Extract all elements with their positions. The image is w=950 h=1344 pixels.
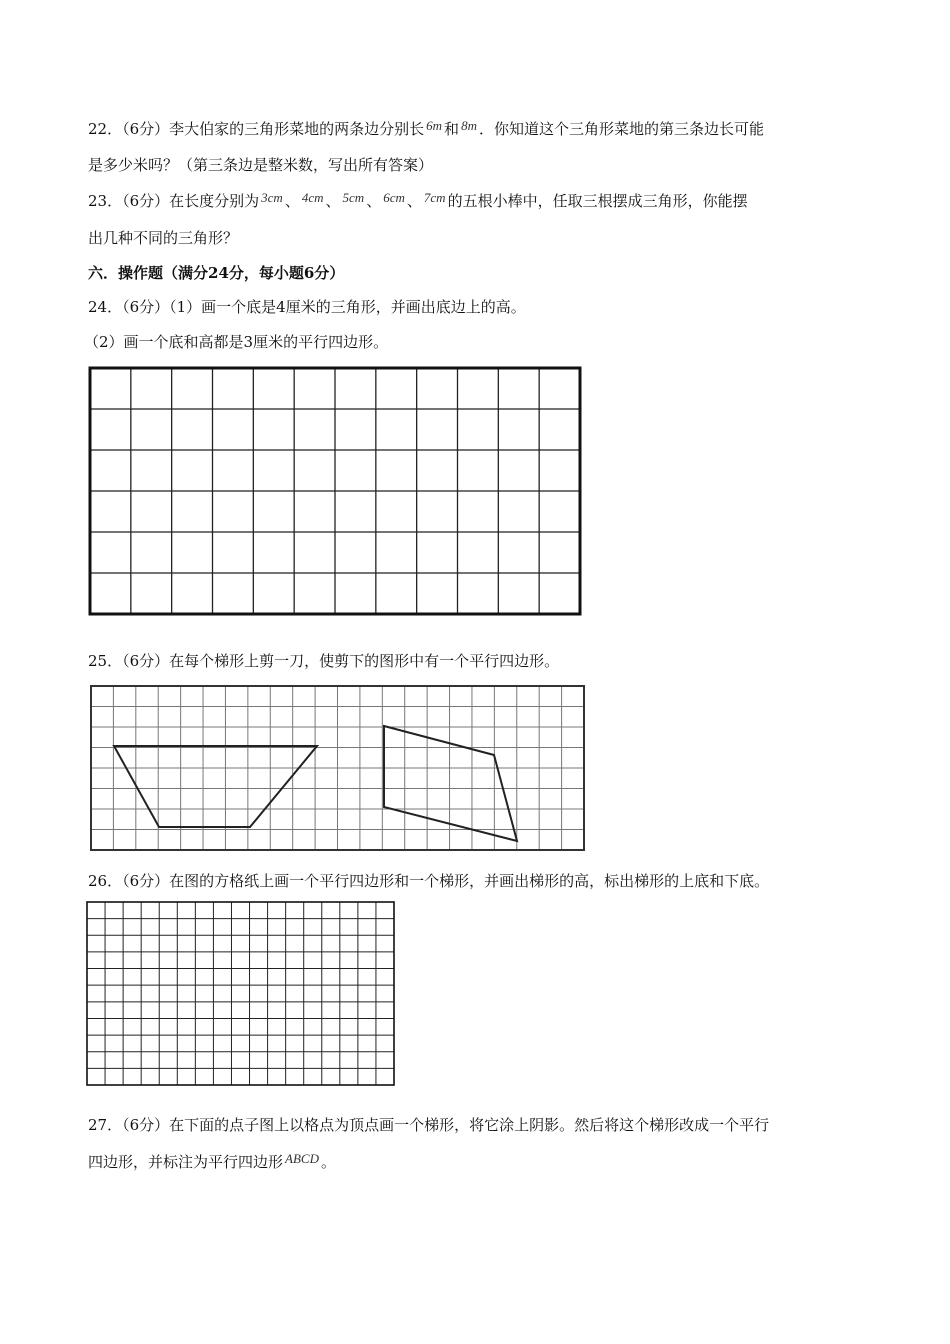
q23-length-1: 3cm [261,190,283,205]
q24-part1: （1）画一个底是4厘米的三角形，并画出底边上的高。 [169,298,526,316]
q25-text: 在每个梯形上剪一刀，使剪下的图形中有一个平行四边形。 [169,652,560,670]
trapezoid-left[interactable] [114,746,317,827]
q24-line1 [88,296,526,318]
q27-text-b: 四边形，并标注为平行四边形 [88,1153,284,1171]
q23-line1 [88,190,748,213]
q22-length-1: 6m [426,118,443,133]
q23-sep: 、 [366,192,382,210]
q24-part2: （2）画一个底和高都是3厘米的平行四边形。 [84,333,389,351]
q27-end: 。 [320,1153,336,1171]
q22-line2: 是多少米吗？（第三条边是整米数，写出所有答案） [88,156,434,174]
q23-line2: 出几种不同的三角形？ [88,229,239,247]
q23-text-a: 在长度分别为 [169,192,260,210]
q25-line [88,650,559,672]
q22-score: （6分） [122,120,170,138]
q25-score: （6分） [122,652,170,670]
q22-text-a: 李大伯家的三角形菜地的两条边分别长 [169,120,425,138]
q26-text: 在图的方格纸上画一个平行四边形和一个梯形，并画出梯形的高，标出梯形的上底和下底。 [169,872,770,890]
q23-sep: 、 [325,192,341,210]
q23-length-5: 7cm [423,190,446,205]
q23-text-b: 的五根小棒中，任取三根摆成三角形，你能摆 [447,192,748,210]
q27-label: ABCD [285,1151,319,1166]
q23-length-2: 4cm [301,190,324,205]
q26-line [88,870,769,892]
q27-line2 [88,1151,336,1174]
q23-score: （6分） [122,192,170,210]
q23-sep: 、 [406,192,422,210]
q22-and: 和 [444,120,460,138]
q26-number: 26． [88,872,123,890]
q27-number: 27． [88,1116,123,1134]
q27-line1 [88,1114,769,1136]
q22-text-b: ．你知道这个三角形菜地的第三条边长可能 [478,120,764,138]
q23-number: 23． [88,192,123,210]
q24-number: 24． [88,298,123,316]
grid-q26-border [87,902,394,1085]
q23-length-4: 6cm [383,190,405,205]
q22-number: 22． [88,120,123,138]
q27-text-a: 在下面的点子图上以格点为顶点画一个梯形，将它涂上阴影。然后将这个梯形改成一个平行 [169,1116,770,1134]
trapezoid-right[interactable] [384,726,517,841]
q25-number: 25． [88,652,123,670]
q24-score: （6分） [122,298,170,316]
q22-line1 [88,118,764,141]
q27-score: （6分） [122,1116,170,1134]
q23-length-3: 5cm [342,190,365,205]
grid-q25[interactable] [88,684,588,854]
grid-q26[interactable] [86,901,396,1087]
q26-score: （6分） [122,872,170,890]
q22-length-2: 8m [461,118,477,133]
grid-q24[interactable] [88,366,583,617]
section-heading: 六．操作题（满分24分，每小题6分） [88,264,345,282]
q23-sep: 、 [284,192,300,210]
